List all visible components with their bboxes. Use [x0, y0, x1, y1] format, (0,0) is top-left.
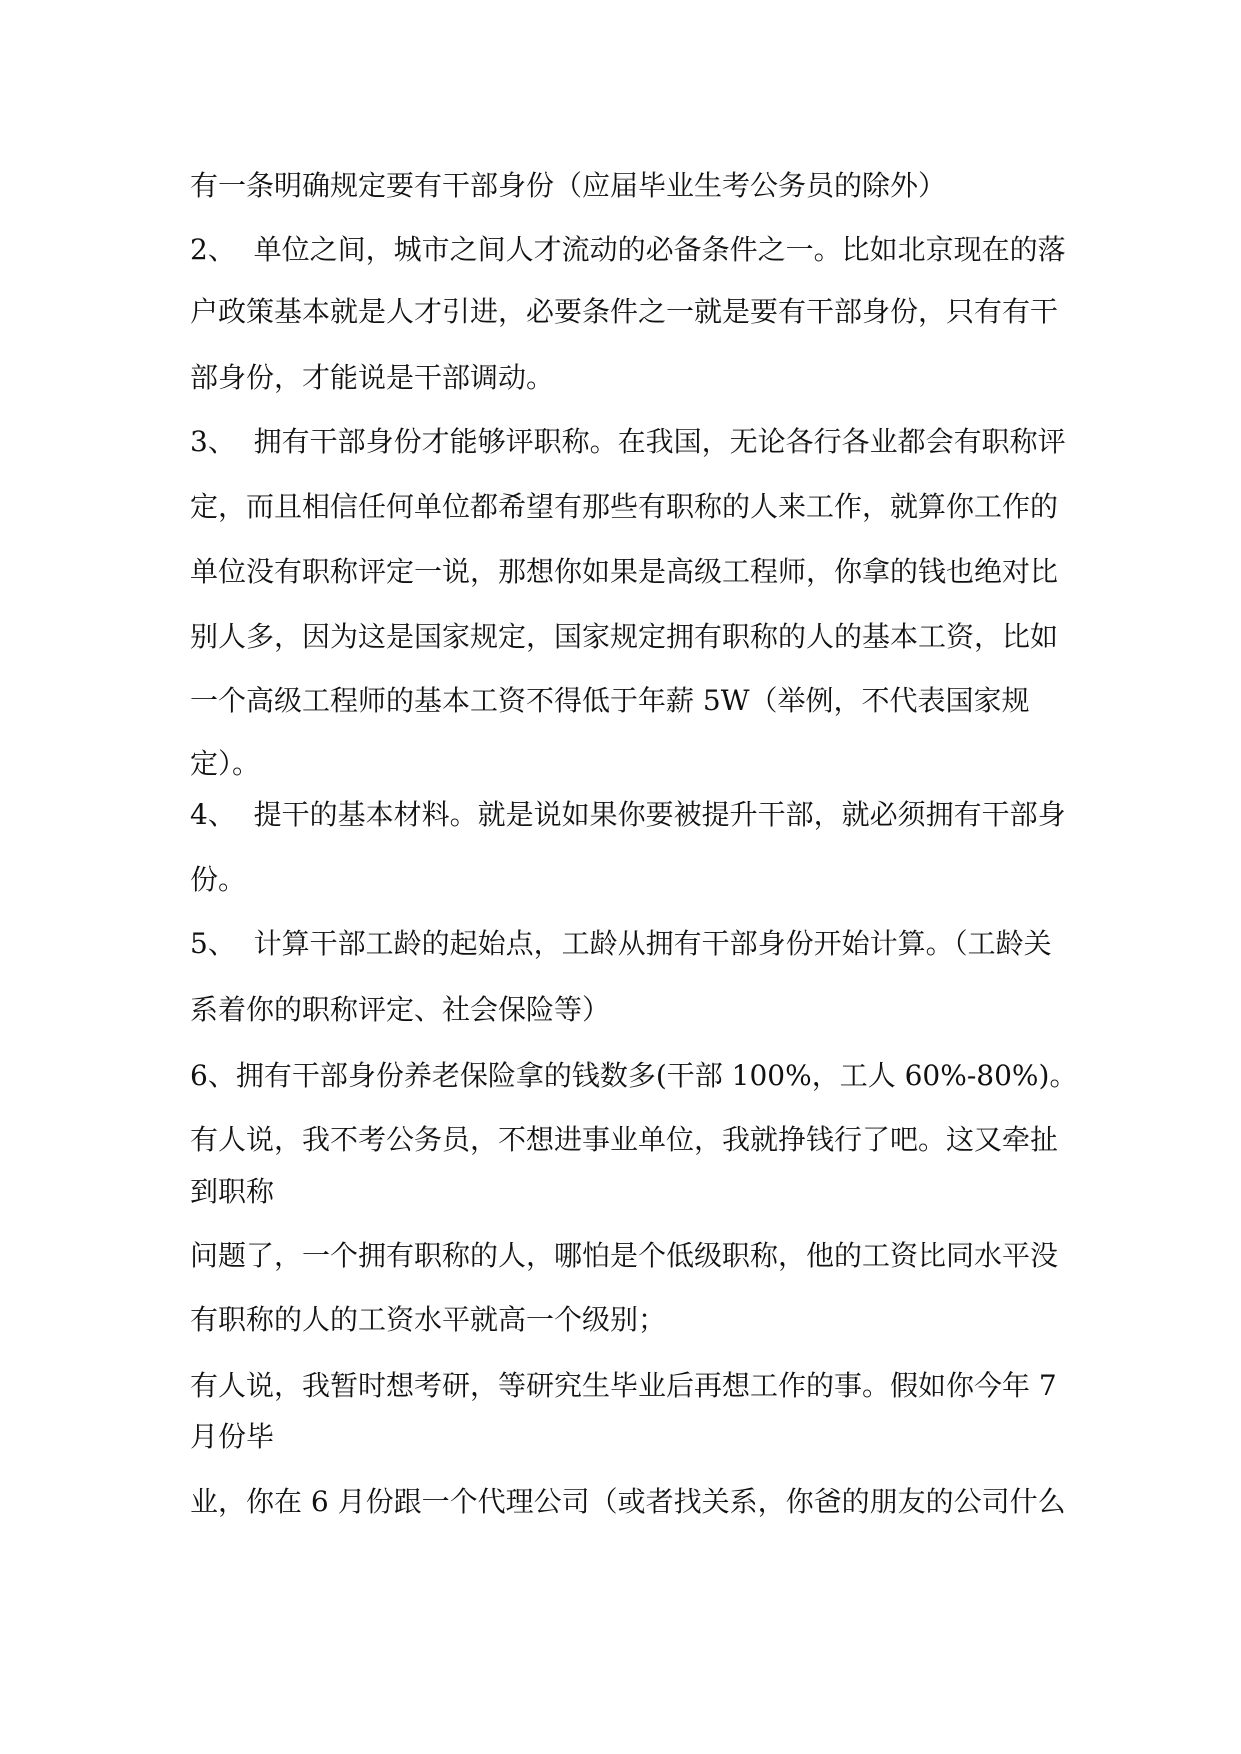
text-line: 3、 拥有干部身份才能够评职称。在我国，无论各行各业都会有职称评	[190, 425, 1066, 458]
text-line: 定，而且相信任何单位都希望有那些有职称的人来工作，就算你工作的	[190, 490, 1059, 523]
text-line: 一个高级工程师的基本工资不得低于年薪 5W（举例，不代表国家规	[190, 684, 1030, 717]
text-line: 有人说，我暂时想考研，等研究生毕业后再想工作的事。假如你今年 7	[190, 1369, 1057, 1402]
text-line: 户政策基本就是人才引进，必要条件之一就是要有干部身份，只有有干	[190, 295, 1059, 328]
text-line: 4、 提干的基本材料。就是说如果你要被提升干部，就必须拥有干部身	[190, 798, 1066, 831]
text-line: 到职称	[190, 1175, 275, 1208]
text-line: 6、拥有干部身份养老保险拿的钱数多(干部 100%，工人 60%-80%)。	[190, 1059, 1078, 1092]
text-line: 2、 单位之间，城市之间人才流动的必备条件之一。比如北京现在的落	[190, 233, 1066, 266]
text-line: 有人说，我不考公务员，不想进事业单位，我就挣钱行了吧。这又牵扯	[190, 1123, 1059, 1156]
text-line: 5、 计算干部工龄的起始点，工龄从拥有干部身份开始计算。（工龄关	[190, 927, 1052, 960]
text-line: 别人多，因为这是国家规定，国家规定拥有职称的人的基本工资，比如	[190, 620, 1059, 653]
text-line: 业，你在 6 月份跟一个代理公司（或者找关系，你爸的朋友的公司什么	[190, 1485, 1066, 1518]
text-line: 系着你的职称评定、社会保险等）	[190, 993, 611, 1026]
text-line: 问题了，一个拥有职称的人，哪怕是个低级职称，他的工资比同水平没	[190, 1239, 1059, 1272]
text-line: 月份毕	[190, 1420, 275, 1453]
text-line: 单位没有职称评定一说，那想你如果是高级工程师，你拿的钱也绝对比	[190, 555, 1059, 588]
text-line: 份。	[190, 863, 247, 896]
text-line: 有一条明确规定要有干部身份（应届毕业生考公务员的除外）	[190, 169, 947, 202]
text-line: 有职称的人的工资水平就高一个级别；	[190, 1303, 667, 1336]
text-line: 部身份，才能说是干部调动。	[190, 361, 555, 394]
text-line: 定）。	[190, 747, 261, 780]
